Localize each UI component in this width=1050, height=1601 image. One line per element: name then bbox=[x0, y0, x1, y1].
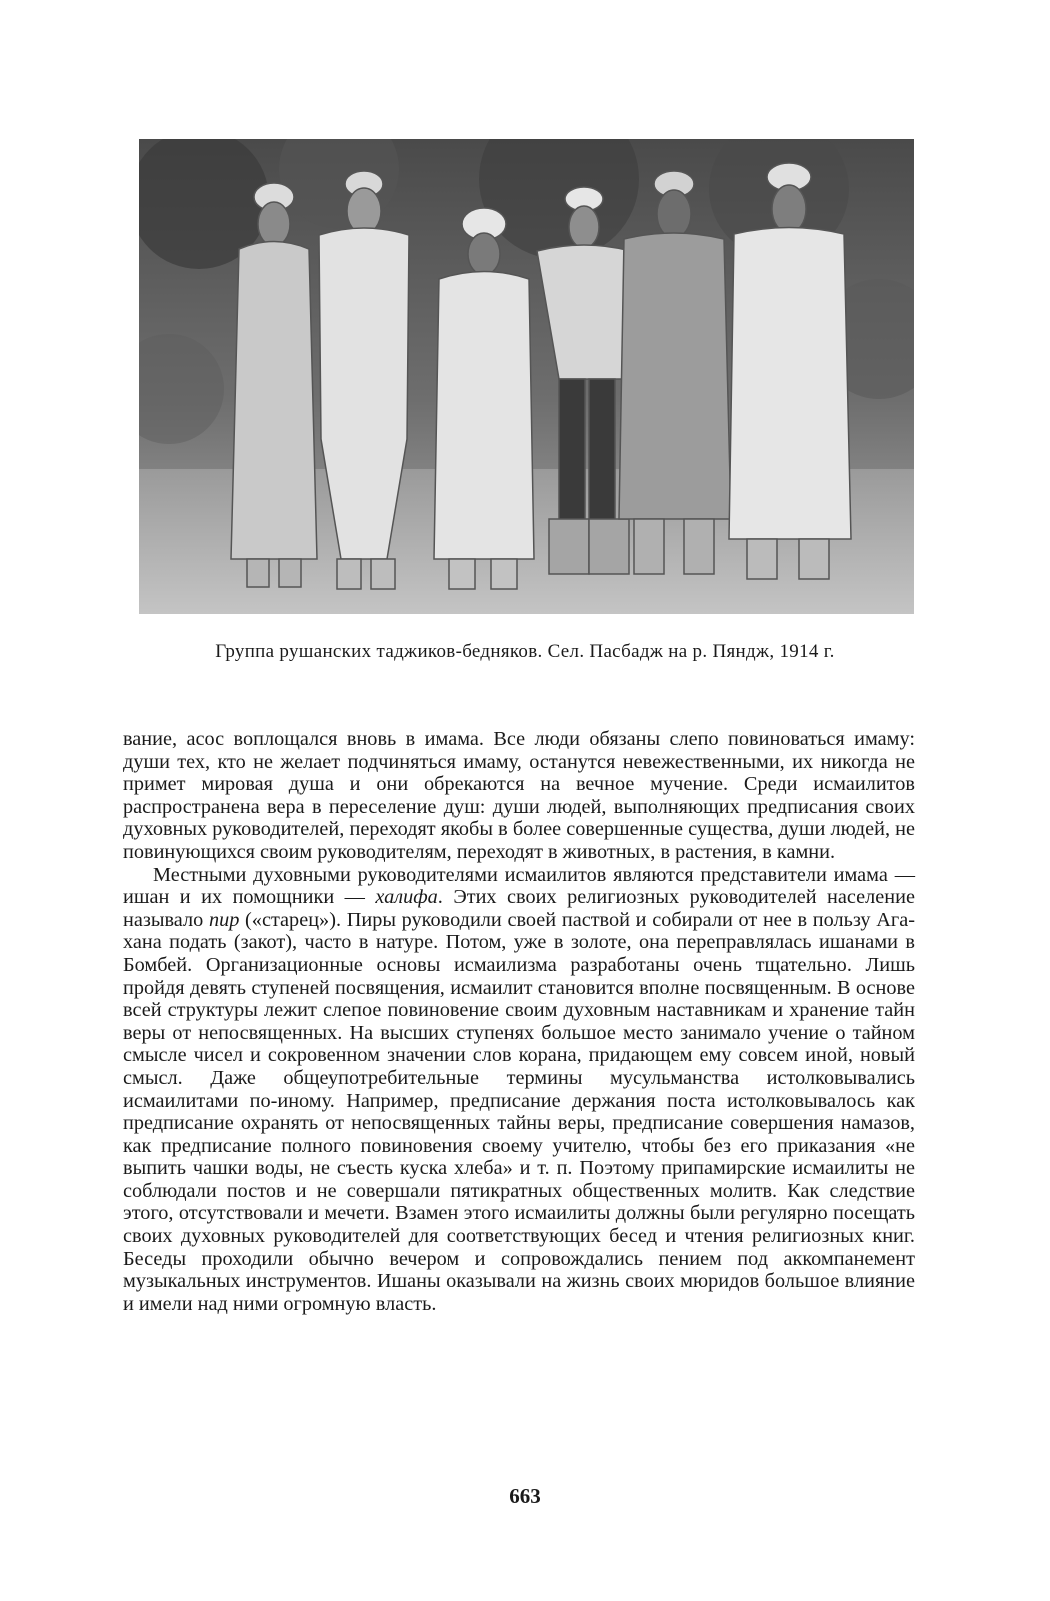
paragraph-2-part-a: Местными духовными руководителями исмаилитов являются представители имама — ишан и их помощники — bbox=[123, 863, 915, 909]
body-text bbox=[123, 728, 915, 1315]
paragraph-1: вание, асос воплощался вновь в имама. Все люди обязаны слепо повиноваться имаму: души тех, кто не желает подчиняться имаму, останутся невежественными, их никогда не примет мировая душа и они обрекаются на вечное мучение. Среди исмаилитов распространена вера в переселение душ: души людей, выполняющих предписания своих духовных руководителей, переходят якобы в более совершенные существа, души людей, не повинующихся своим руководителям, переходят в животных, в растения, в камни. bbox=[123, 728, 915, 863]
figure-caption: Группа рушанских таджиков-бедняков. Сел. Пасбадж на р. Пяндж, 1914 г. bbox=[215, 641, 835, 662]
group-photograph bbox=[139, 139, 914, 614]
paragraph-2-part-c: («старец»). Пиры руководили своей паствой и собирали от нее в пользу Ага-хана подать (закот), часто в натуре. Потом, уже в золоте, она переправлялась ишанами в Бомбей. Организационные основы исмаилизма разработаны очень тщательно. Лишь пройдя девять ступеней посвящения, исмаилит становится вполне посвященным. В основе всей структуры лежит слепое повиновение своим духовным наставникам и хранение тайн веры от непосвященных. На высших ступенях большое место занимало учение о тайном смысле чисел и сокровенном значении слов корана, придающем ему совсем иной, новый смысл. Даже общеупотребительные термины мусульманства истолковывались исмаилитами по-иному. Например, предписание держания поста истолковывалось как предписание охранять от непосвященных тайны веры, предписание совершения намазов, как предписание полного повиновения своему учителю, чтобы без его приказания «не выпить чашки воды, не съесть куска хлеба» и т. п. Поэтому припамирские исмаилиты не соблюдали постов и не совершали пятикратных общественных молитв. Как следствие этого, отсутствовали и мечети. Взамен этого исмаилиты должны были регулярно посещать своих духовных руководителей для соответствующих бесед и чтения религиозных книг. Беседы проходили обычно вечером и сопровождались пением под аккомпанемент музыкальных инструментов. Ишаны оказывали на жизнь своих мюридов большое влияние и имели над ними огромную власть. bbox=[123, 908, 915, 1315]
paragraph-2 bbox=[123, 864, 915, 1316]
term-pir: пир bbox=[208, 908, 240, 931]
page-number: 663 bbox=[509, 1484, 541, 1508]
term-khalifa: халифа bbox=[375, 886, 438, 909]
group-photograph-illustration bbox=[139, 139, 914, 614]
paragraph-2-part-b: . Этих своих религиозных руководителей население называло bbox=[123, 886, 915, 931]
